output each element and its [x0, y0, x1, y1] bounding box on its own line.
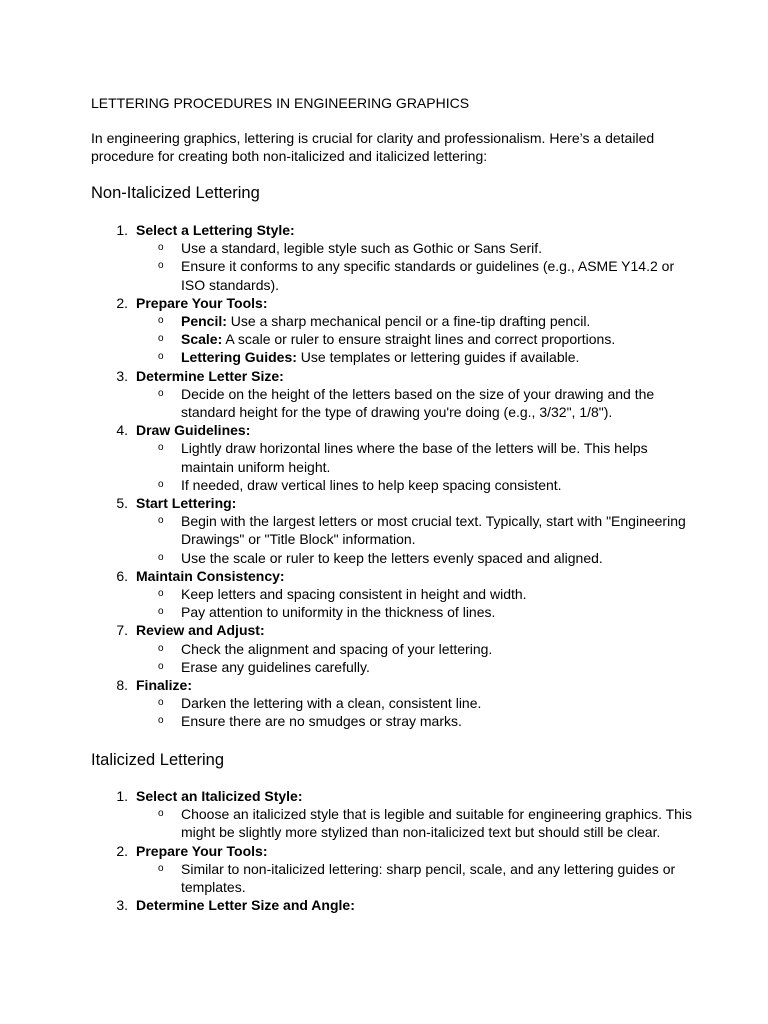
bullet-text: Use the scale or ruler to keep the letters evenly spaced and aligned.: [181, 549, 603, 566]
list-item: [0, 787, 768, 842]
step-number: 7.: [116, 622, 128, 639]
step-number: 2.: [116, 842, 128, 859]
step-header: [0, 621, 768, 639]
step-number: 1.: [116, 222, 128, 238]
step-header: [0, 294, 768, 312]
step-header: [0, 421, 768, 439]
bullet-list: [0, 694, 768, 730]
step-header: [0, 367, 768, 385]
step-header: [0, 842, 768, 860]
step-title: Finalize:: [136, 676, 193, 693]
step-header: [0, 567, 768, 585]
bullet-text: Ensure there are no smudges or stray marks.: [181, 713, 462, 730]
bullet-text: Darken the lettering with a clean, consistent line.: [181, 695, 482, 712]
step-title: Prepare Your Tools:: [136, 842, 268, 859]
step-title: Review and Adjust:: [136, 622, 265, 639]
bullet-item: [0, 712, 768, 730]
bullet-icon: o: [158, 697, 164, 709]
list-item: [0, 294, 768, 367]
bullet-text: Similar to non-italicized lettering: sharp pencil, scale, and any lettering guides or templates.: [181, 860, 676, 895]
list-item: [0, 221, 768, 294]
list-item: [0, 676, 768, 731]
step-number: 6.: [116, 567, 128, 584]
step-number: 8.: [116, 676, 128, 693]
list-item: [0, 896, 768, 914]
bullet-icon: o: [158, 260, 164, 272]
bullet-item: [0, 476, 768, 494]
step-number: 3.: [116, 367, 128, 384]
bullet-item: [0, 860, 768, 896]
bullet-text: Check the alignment and spacing of your lettering.: [181, 640, 493, 657]
step-title: Draw Guidelines:: [136, 422, 251, 439]
bullet-label: Scale:: [181, 331, 223, 348]
step-title: Determine Letter Size and Angle:: [136, 897, 355, 914]
bullet-icon: o: [158, 515, 164, 527]
bullet-icon: o: [158, 862, 164, 874]
bullet-icon: o: [158, 333, 164, 345]
bullet-list: [0, 585, 768, 621]
bullet-text: Lightly draw horizontal lines where the base of the letters will be. This helps maintain uniform height.: [181, 440, 648, 475]
list-item: [0, 621, 768, 676]
bullet-item: [0, 312, 768, 330]
bullet-text: Pay attention to uniformity in the thickness of lines.: [181, 604, 496, 621]
bullet-item: [0, 549, 768, 567]
step-title: Prepare Your Tools:: [136, 294, 268, 311]
bullet-icon: o: [158, 314, 164, 326]
bullet-item: [0, 805, 768, 841]
bullet-text: Erase any guidelines carefully.: [181, 658, 370, 675]
bullet-item: [0, 694, 768, 712]
bullet-list: [0, 439, 768, 494]
bullet-icon: o: [158, 387, 164, 399]
bullet-icon: o: [158, 551, 164, 563]
bullet-item: [0, 603, 768, 621]
bullet-item: [0, 257, 768, 293]
list-item: [0, 367, 768, 422]
step-number: 2.: [116, 294, 128, 311]
bullet-icon: o: [158, 242, 164, 254]
bullet-text: Keep letters and spacing consistent in height and width.: [181, 585, 527, 602]
bullet-text: A scale or ruler to ensure straight lines and correct proportions.: [222, 331, 616, 348]
bullet-item: [0, 385, 768, 421]
bullet-list: [0, 860, 768, 896]
bullet-text: Use a standard, legible style such as Gothic or Sans Serif.: [181, 240, 543, 257]
bullet-item: [0, 640, 768, 658]
bullet-icon: o: [158, 715, 164, 727]
italic-steps-list: [0, 787, 768, 914]
bullet-text: Use templates or lettering guides if available.: [296, 349, 580, 366]
intro-paragraph: In engineering graphics, lettering is crucial for clarity and professionalism. Here’s a detailed procedure for creating both non-italicized and italicized lettering:: [91, 130, 655, 164]
bullet-icon: o: [158, 587, 164, 599]
bullet-item: [0, 439, 768, 475]
step-header: [0, 494, 768, 512]
bullet-text: Ensure it conforms to any specific standards or guidelines (e.g., ASME Y14.2 or ISO standards).: [181, 258, 675, 293]
bullet-item: [0, 512, 768, 548]
list-item: [0, 567, 768, 622]
step-title: Select a Lettering Style:: [136, 222, 295, 238]
bullet-text: Begin with the largest letters or most crucial text. Typically, start with "Engineering Drawings" or "Title Block" information.: [181, 513, 686, 548]
step-header: [0, 221, 768, 239]
step-title: Maintain Consistency:: [136, 567, 285, 584]
bullet-list: [0, 312, 768, 367]
bullet-item: [0, 585, 768, 603]
list-item: [0, 421, 768, 494]
bullet-text: Choose an italicized style that is legible and suitable for engineering graphics. This might be slightly more stylized than non-italicized text but should still be clear.: [181, 806, 693, 841]
step-header: [0, 676, 768, 694]
bullet-text: Decide on the height of the letters based on the size of your drawing and the standard height for the type of drawing you're doing (e.g., 3/32", 1/8").: [181, 385, 655, 420]
step-number: 5.: [116, 494, 128, 511]
step-title: Select an Italicized Style:: [136, 788, 303, 804]
document-title: LETTERING PROCEDURES IN ENGINEERING GRAPHICS: [91, 95, 470, 111]
bullet-icon: o: [158, 660, 164, 672]
bullet-label: Lettering Guides:: [181, 349, 297, 366]
bullet-icon: o: [158, 442, 164, 454]
step-number: 4.: [116, 422, 128, 439]
bullet-item: [0, 239, 768, 257]
non-italic-steps-list: [0, 221, 768, 731]
step-number: 1.: [116, 788, 128, 804]
bullet-text: If needed, draw vertical lines to help keep spacing consistent.: [181, 476, 562, 493]
section-heading-italic: Italicized Lettering: [91, 751, 224, 769]
bullet-list: [0, 385, 768, 421]
bullet-list: [0, 640, 768, 676]
step-title: Determine Letter Size:: [136, 367, 284, 384]
list-item: [0, 494, 768, 567]
bullet-label: Pencil:: [181, 312, 227, 329]
bullet-icon: o: [158, 642, 164, 654]
bullet-item: [0, 658, 768, 676]
bullet-list: [0, 805, 768, 841]
section-heading-non-italic: Non-Italicized Lettering: [91, 184, 260, 202]
bullet-list: [0, 239, 768, 294]
step-number: 3.: [116, 897, 128, 914]
bullet-item: [0, 330, 768, 348]
bullet-icon: o: [158, 351, 164, 363]
bullet-icon: o: [158, 808, 164, 820]
bullet-list: [0, 512, 768, 567]
bullet-icon: o: [158, 606, 164, 618]
bullet-icon: o: [158, 478, 164, 490]
list-item: [0, 842, 768, 897]
step-header: [0, 896, 768, 914]
bullet-text: Use a sharp mechanical pencil or a fine-tip drafting pencil.: [226, 312, 591, 329]
bullet-item: [0, 348, 768, 366]
step-title: Start Lettering:: [136, 494, 237, 511]
step-header: [0, 787, 768, 805]
